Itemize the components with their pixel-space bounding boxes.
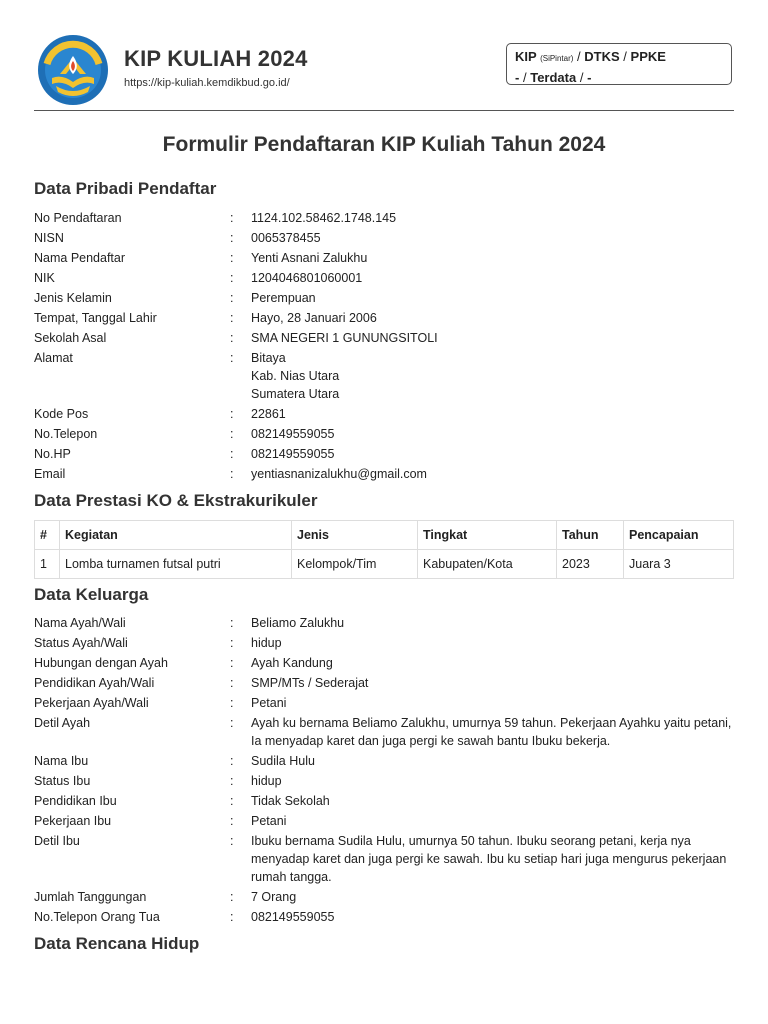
field-row: Email : yentiasnanizalukhu@gmail.com: [34, 465, 734, 483]
field-row: Pekerjaan Ibu : Petani: [34, 812, 734, 830]
field-value: 1124.102.58462.1748.145: [251, 211, 397, 225]
field-value: Perempuan: [251, 291, 316, 305]
field-label: Email: [34, 467, 66, 481]
field-label: Pendidikan Ibu: [34, 794, 117, 808]
status-dtks: DTKS: [584, 49, 620, 64]
field-row: NISN : 0065378455: [34, 229, 734, 247]
field-row: Kode Pos : 22861: [34, 405, 734, 423]
field-row: Jumlah Tanggungan : 7 Orang: [34, 888, 734, 906]
status-kip: KIP: [515, 49, 537, 64]
field-row: NIK : 1204046801060001: [34, 269, 734, 287]
field-row: Detil Ibu : Ibuku bernama Sudila Hulu, umurnya 50 tahun. Ibuku seorang petani, kerja nya menyadap karet dan juga pergi ke sawah. Ibu ku setiap hari juga mengurus pekerjaan rumah tangga.: [34, 832, 734, 886]
email-value: yentiasnanizalukhu@gmail.com: [251, 467, 427, 481]
field-value: Beliamo Zalukhu: [251, 616, 345, 630]
form-title: Formulir Pendaftaran KIP Kuliah Tahun 2024: [162, 133, 606, 156]
field-label: No.Telepon: [34, 427, 98, 441]
field-value: Yenti Asnani Zalukhu: [251, 251, 368, 265]
column-header-tingkat: Tingkat: [418, 521, 557, 550]
field-value: Tidak Sekolah: [251, 794, 330, 808]
field-row-alamat: Alamat : Bitaya Kab. Nias Utara Sumatera Utara: [34, 349, 734, 403]
field-row: Nama Pendaftar : Yenti Asnani Zalukhu: [34, 249, 734, 267]
status-value-dtks: Terdata: [530, 70, 577, 85]
field-row: No.Telepon : 082149559055: [34, 425, 734, 443]
field-row: Sekolah Asal : SMA NEGERI 1 GUNUNGSITOLI: [34, 329, 734, 347]
field-value: 22861: [251, 407, 286, 421]
field-label: Nama Ayah/Wali: [34, 616, 126, 630]
status-box: [506, 43, 732, 85]
field-label: Status Ibu: [34, 774, 91, 788]
field-label: Nama Ibu: [34, 754, 89, 768]
table-header-row: [35, 521, 734, 550]
field-value: 082149559055: [251, 910, 335, 924]
site-title: KIP KULIAH 2024: [124, 46, 308, 71]
tut-wuri-handayani-logo: [34, 34, 112, 106]
field-label: NISN: [34, 231, 64, 245]
field-row: Nama Ayah/Wali : Beliamo Zalukhu: [34, 614, 734, 632]
field-value: Petani: [251, 814, 287, 828]
header-divider: [34, 110, 734, 111]
field-row: No.Telepon Orang Tua : 082149559055: [34, 908, 734, 926]
field-value: 0065378455: [251, 231, 321, 245]
address-line: Sumatera Utara: [251, 387, 340, 401]
field-row: Status Ibu : hidup: [34, 772, 734, 790]
pribadi-fields: [34, 209, 734, 485]
site-url[interactable]: https://kip-kuliah.kemdikbud.go.id/: [124, 77, 290, 89]
field-label: No.Telepon Orang Tua: [34, 910, 160, 924]
field-value: SMA NEGERI 1 GUNUNGSITOLI: [251, 331, 438, 345]
field-label: Detil Ibu: [34, 834, 80, 848]
prestasi-table: [34, 520, 734, 579]
status-separator: /: [577, 49, 581, 64]
field-value: 082149559055: [251, 427, 335, 441]
field-label: Detil Ayah: [34, 716, 91, 730]
column-header-pencapaian: Pencapaian: [624, 521, 734, 550]
field-value: Petani: [251, 696, 287, 710]
field-value-detil-ayah: Ayah ku bernama Beliamo Zalukhu, umurnya 59 tahun. Pekerjaan Ayahku yaitu petani, Ia menyadap karet dan juga pergi ke sawah bantu Ibuku bekerja.: [251, 716, 732, 748]
section-heading-rencana: Data Rencana Hidup: [34, 934, 200, 953]
field-label: Hubungan dengan Ayah: [34, 656, 168, 670]
field-label: Pekerjaan Ibu: [34, 814, 112, 828]
address-line: Bitaya: [251, 351, 286, 365]
field-label: Pekerjaan Ayah/Wali: [34, 696, 149, 710]
table-row: [35, 550, 734, 579]
table-cell: Juara 3: [624, 550, 734, 579]
field-label: Jenis Kelamin: [34, 291, 112, 305]
field-value: 1204046801060001: [251, 271, 363, 285]
field-row: Status Ayah/Wali : hidup: [34, 634, 734, 652]
column-header-kegiatan: Kegiatan: [60, 521, 292, 550]
address-line: Kab. Nias Utara: [251, 369, 340, 383]
field-value: 082149559055: [251, 447, 335, 461]
field-value: SMP/MTs / Sederajat: [251, 676, 369, 690]
section-heading-keluarga: Data Keluarga: [34, 585, 149, 604]
status-separator: /: [623, 49, 627, 64]
table-cell: Lomba turnamen futsal putri: [60, 550, 292, 579]
field-value-detil-ibu: Ibuku bernama Sudila Hulu, umurnya 50 tahun. Ibuku seorang petani, kerja nya menyadap karet dan juga pergi ke sawah. Ibu ku setiap hari juga mengurus pekerjaan rumah tangga.: [251, 834, 727, 884]
page-header: [34, 34, 734, 112]
field-row: Hubungan dengan Ayah : Ayah Kandung: [34, 654, 734, 672]
status-separator: /: [522, 70, 527, 85]
field-row: Jenis Kelamin : Perempuan: [34, 289, 734, 307]
status-separator: /: [579, 70, 584, 85]
field-row: No Pendaftaran : 1124.102.58462.1748.145: [34, 209, 734, 227]
field-label: Tempat, Tanggal Lahir: [34, 311, 157, 325]
field-label: Alamat: [34, 351, 73, 365]
field-row: Pekerjaan Ayah/Wali : Petani: [34, 694, 734, 712]
field-label: Jumlah Tanggungan: [34, 890, 147, 904]
address-value: [251, 349, 734, 403]
keluarga-fields: [34, 614, 734, 928]
field-label: Status Ayah/Wali: [34, 636, 128, 650]
field-row: Detil Ayah : Ayah ku bernama Beliamo Zalukhu, umurnya 59 tahun. Pekerjaan Ayahku yaitu petani, Ia menyadap karet dan juga pergi ke sawah bantu Ibuku bekerja.: [34, 714, 734, 750]
field-row: Tempat, Tanggal Lahir : Hayo, 28 Januari 2006: [34, 309, 734, 327]
status-ppke: PPKE: [630, 49, 666, 64]
status-line-2: [515, 68, 723, 87]
field-value: Sudila Hulu: [251, 754, 315, 768]
field-row: Pendidikan Ayah/Wali : SMP/MTs / Sederajat: [34, 674, 734, 692]
field-label: Pendidikan Ayah/Wali: [34, 676, 155, 690]
field-row: Pendidikan Ibu : Tidak Sekolah: [34, 792, 734, 810]
field-label: Sekolah Asal: [34, 331, 107, 345]
table-cell: 1: [35, 550, 60, 579]
field-label: No.HP: [34, 447, 71, 461]
table-cell: Kabupaten/Kota: [418, 550, 557, 579]
field-label: Nama Pendaftar: [34, 251, 126, 265]
field-value: hidup: [251, 774, 282, 788]
table-cell: Kelompok/Tim: [292, 550, 418, 579]
field-row: No.HP : 082149559055: [34, 445, 734, 463]
field-label: No Pendaftaran: [34, 211, 122, 225]
section-heading-prestasi: Data Prestasi KO & Ekstrakurikuler: [34, 491, 318, 510]
field-value: Hayo, 28 Januari 2006: [251, 311, 377, 325]
column-header-tahun: Tahun: [557, 521, 624, 550]
field-label: NIK: [34, 271, 55, 285]
table-cell: 2023: [557, 550, 624, 579]
field-row: Nama Ibu : Sudila Hulu: [34, 752, 734, 770]
section-heading-pribadi: Data Pribadi Pendaftar: [34, 179, 217, 198]
status-value-ppke: -: [587, 70, 592, 85]
field-label: Kode Pos: [34, 407, 89, 421]
field-value: hidup: [251, 636, 282, 650]
field-value: 7 Orang: [251, 890, 297, 904]
column-header-jenis: Jenis: [292, 521, 418, 550]
column-header-number: #: [35, 521, 60, 550]
status-value-kip: -: [515, 70, 520, 85]
field-value: Ayah Kandung: [251, 656, 333, 670]
status-line-1: [515, 47, 723, 68]
status-sipintar: (SiPintar): [540, 54, 574, 63]
